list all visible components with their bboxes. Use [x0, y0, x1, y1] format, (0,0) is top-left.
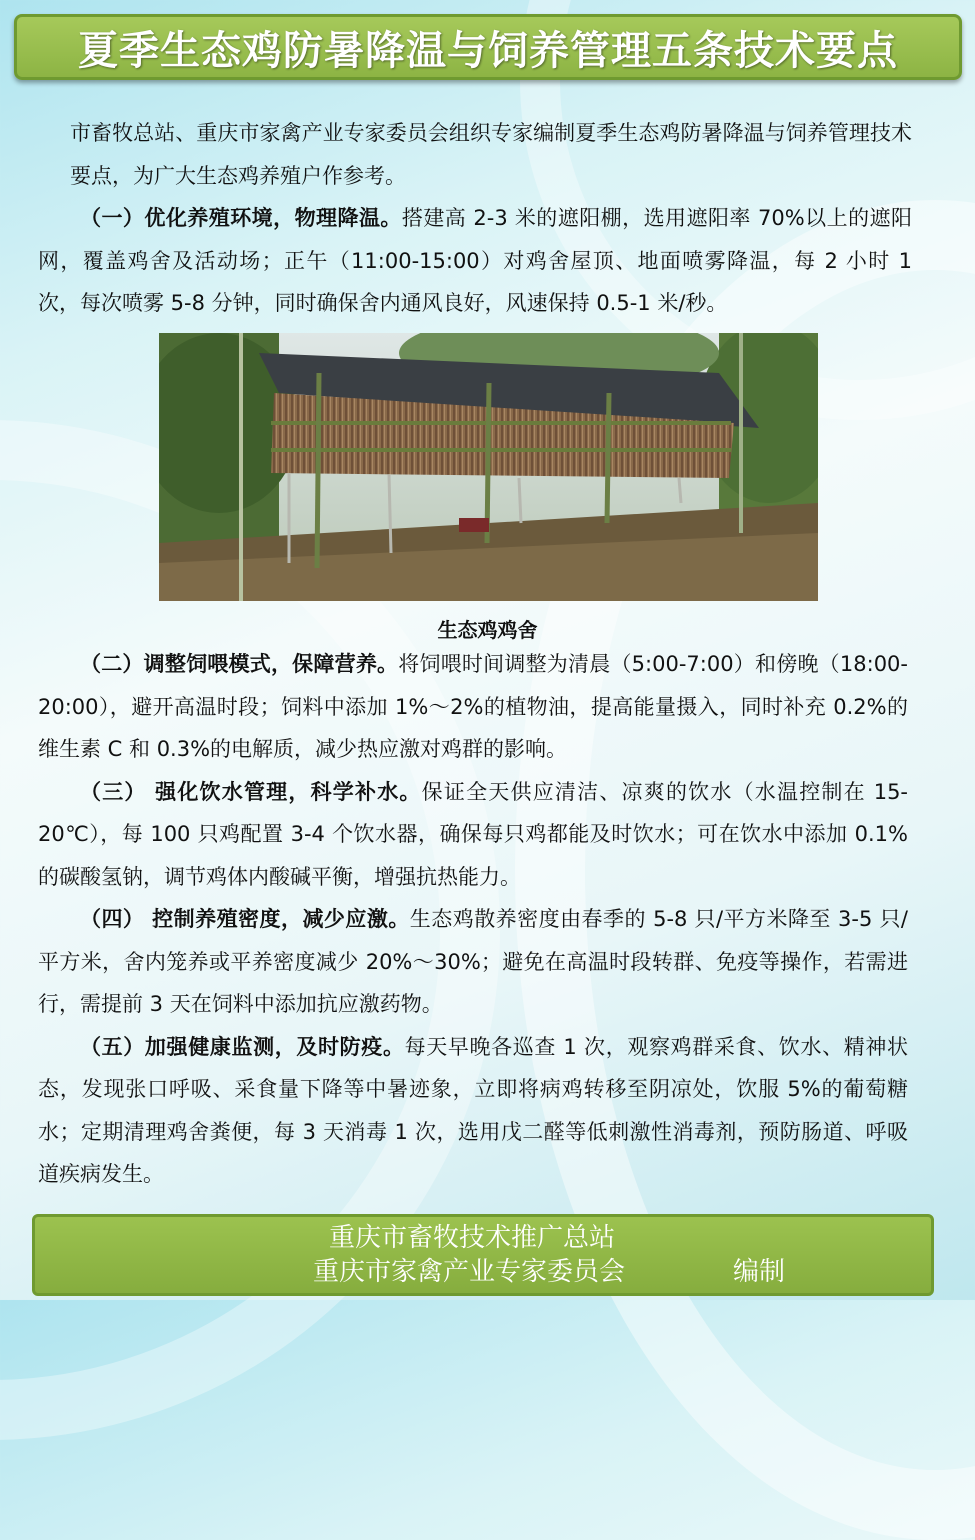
- section-1: [38, 197, 912, 325]
- section-heading: （五）加强健康监测，及时防疫。: [80, 1034, 405, 1059]
- section-body: 搭建高 2-3 米的遮阳棚，选用遮阳率 70%以上的遮阳网，覆盖鸡舍及活动场；正午（11:00-15:00）对鸡舍屋顶、地面喷雾降温，每 2 小时 1 次，每次喷雾 5-8 分钟，同时确保舍内通风良好，风速保持 0.5-1 米/秒。: [38, 206, 912, 315]
- footer-org-2: 重庆市家禽产业专家委员会: [313, 1257, 626, 1287]
- section-body: 每天早晚各巡查 1 次，观察鸡群采食、饮水、精神状态，发现张口呼吸、采食量下降等中暑迹象，立即将病鸡转移至阴凉处，饮服 5%的葡萄糖水；定期清理鸡舍粪便，每 3 天消毒 1 次，选用戊二醛等低刺激性消毒剂，预防肠道、呼吸道疾病发生。: [38, 1034, 908, 1186]
- article-bottom: [38, 643, 908, 1196]
- article-top: [38, 112, 912, 325]
- section-heading: （二）调整饲喂模式，保障营养。: [80, 652, 399, 676]
- page-title: 夏季生态鸡防暑降温与饲养管理五条技术要点: [78, 27, 898, 74]
- section-3: [38, 771, 908, 899]
- section-body: 保证全天供应清洁、凉爽的饮水（水温控制在 15-20℃），每 100 只鸡配置 3-4 个饮水器，确保每只鸡都能及时饮水；可在饮水中添加 0.1%的碳酸氢钠，调节鸡体内酸碱平衡，增强抗热能力。: [38, 779, 909, 889]
- section-heading: （一）优化养殖环境，物理降温。: [80, 206, 402, 230]
- section-body: 生态鸡散养密度由春季的 5-8 只/平方米降至 3-5 只/平方米，舍内笼养或平养密度减少 20%～30%；避免在高温时段转群、免疫等操作，若需进行，需提前 3 天在饲料中添加抗应激药物。: [38, 907, 908, 1016]
- footer-org-1: 重庆市畜牧技术推广总站: [329, 1223, 616, 1253]
- title-banner: [14, 14, 962, 80]
- section-2: [38, 643, 908, 771]
- intro-paragraph: 市畜牧总站、重庆市家禽产业专家委员会组织专家编制夏季生态鸡防暑降温与饲养管理技术要点，为广大生态鸡养殖户作参考。: [70, 121, 912, 188]
- section-body: 将饲喂时间调整为清晨（5:00-7:00）和傍晚（18:00-20:00），避开高温时段；饲料中添加 1%～2%的植物油，提高能量摄入，同时补充 0.2%的维生素 C 和 0.3%的电解质，减少热应激对鸡群的影响。: [38, 652, 908, 761]
- footer-banner: [32, 1214, 934, 1296]
- chicken-coop-photo: [159, 333, 818, 601]
- section-heading: （三） 强化饮水管理，科学补水。: [80, 779, 422, 804]
- section-4: [38, 898, 908, 1026]
- footer-action: 编制: [733, 1257, 786, 1287]
- coop-illustration: [159, 333, 818, 601]
- section-heading: （四） 控制养殖密度，减少应激。: [80, 907, 410, 931]
- photo-caption: 生态鸡鸡舍: [437, 618, 538, 642]
- section-5: [38, 1026, 908, 1196]
